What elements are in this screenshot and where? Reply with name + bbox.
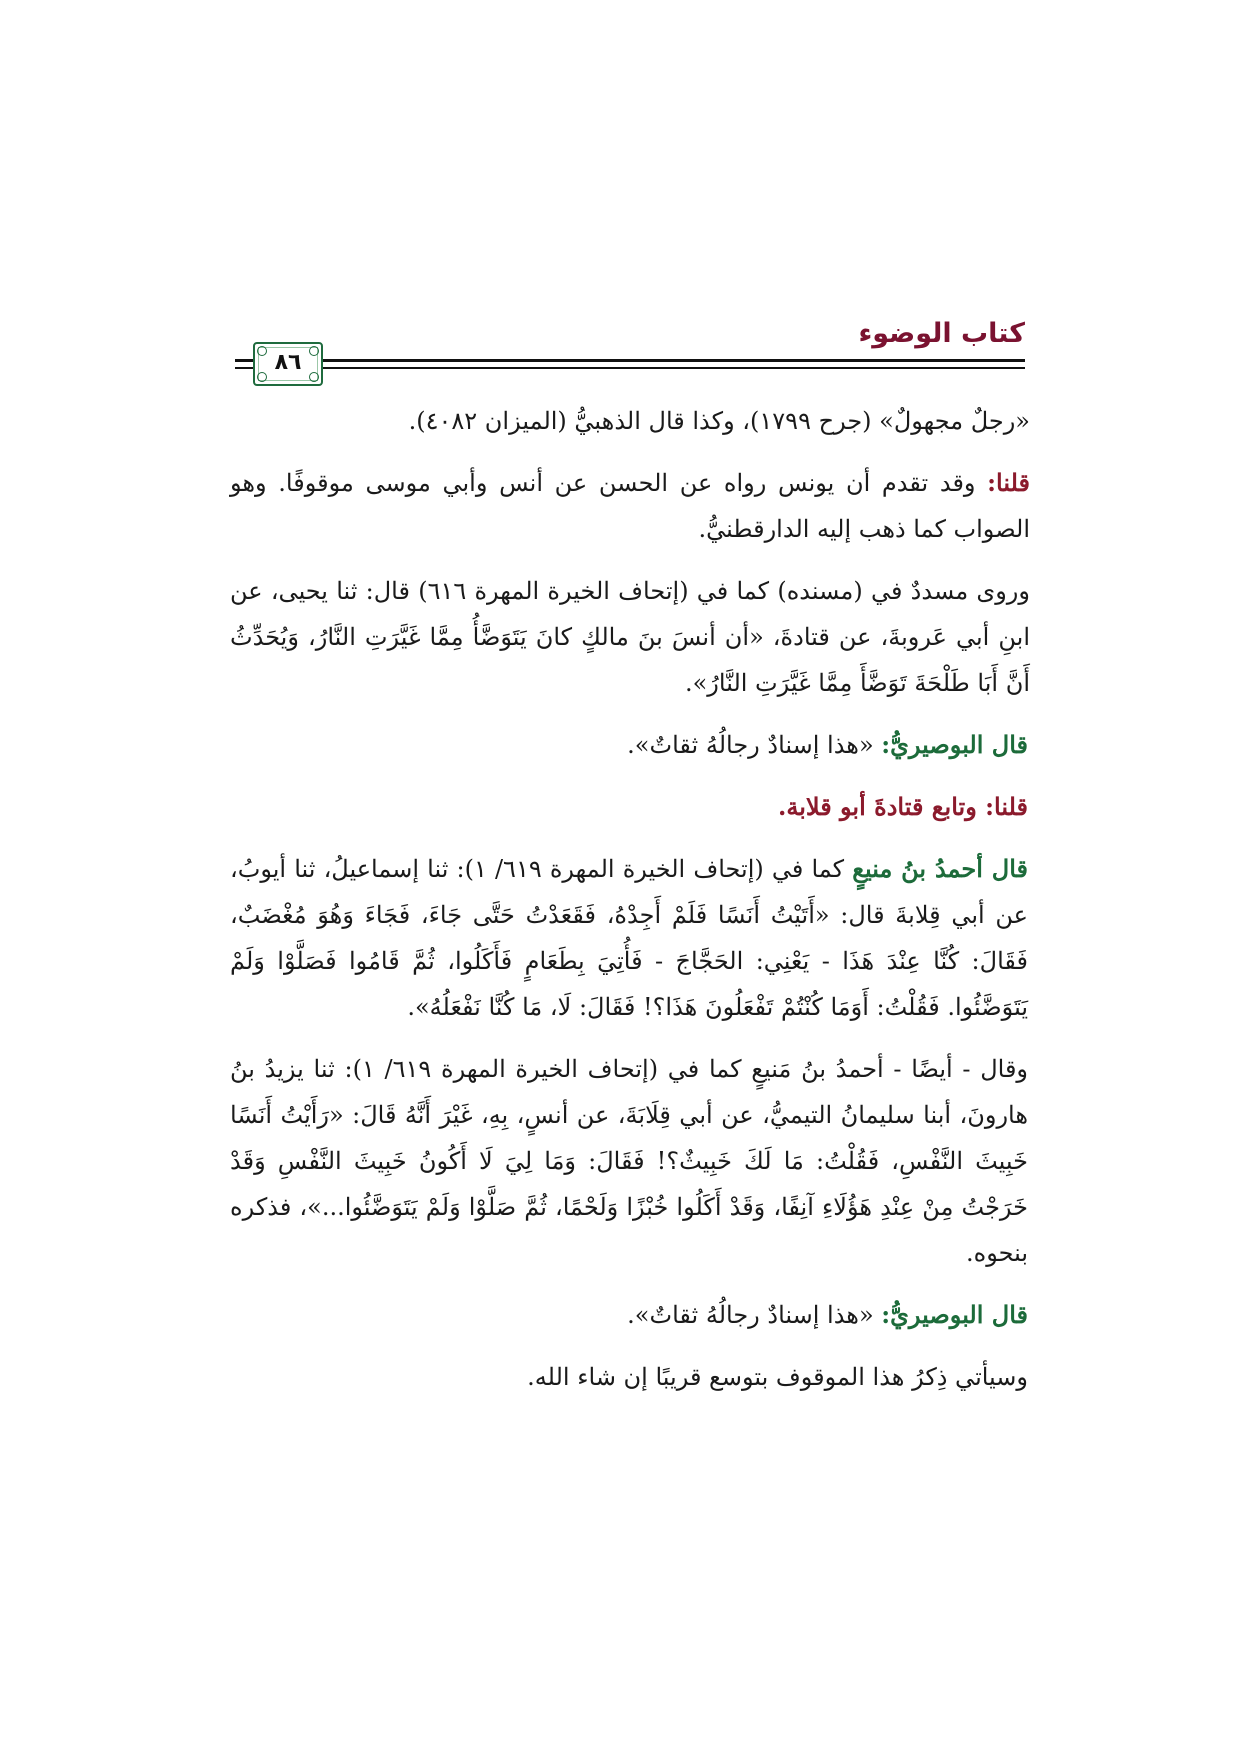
paragraph-9: وسيأتي ذِكرُ هذا الموقوف بتوسع قريبًا إن شاء الله. [527,1363,1028,1391]
book-title: كتاب الوضوء [858,318,1025,349]
label-qulna: قلنا: [987,468,1030,497]
paragraph-6-text: كما في (إتحاف الخيرة المهرة ٦١٩/ ١): ثنا إسماعيلُ، ثنا أيوبُ، عن أبي قِلابةَ قال: «أَتَيْتُ أَنَسًا فَلَمْ أَجِدْهُ، فَقَعَدْتُ حَتَّى جَاءَ، فَجَاءَ وَهُوَ مُغْضَبٌ، فَقَالَ: كُنَّا عِنْدَ هَذَا - يَعْنِي: الحَجَّاجَ - فَأُتِيَ بِطَعَامٍ فَأَكَلُوا، ثُمَّ قَامُوا فَصَلَّوْا وَلَمْ يَتَوَضَّئُوا. فَقُلْتُ: أَوَمَا كُنْتُمْ تَفْعَلُونَ هَذَا؟! فَقَالَ: لَا، مَا كُنَّا نَفْعَلُهُ». [230,855,1028,1021]
paragraph-7: وقال - أيضًا - أحمدُ بنُ مَنيعٍ كما في (إتحاف الخيرة المهرة ٦١٩/ ١): ثنا يزيدُ بنُ هارونَ، أبنا سليمانُ التيميُّ، عن أبي قِلَابَةَ، عن أنسٍ، بِهِ، غَيْرَ أَنَّهُ قَالَ: «رَأَيْتُ أَنَسًا خَبِيثَ النَّفْسِ، فَقُلْتُ: مَا لَكَ خَبِيثٌ؟! فَقَالَ: وَمَا لِيَ لَا أَكُونُ خَبِيثَ النَّفْسِ وَقَدْ خَرَجْتُ مِنْ عِنْدِ هَؤُلَاءِ آنِفًا، وَقَدْ أَكَلُوا خُبْزًا وَلَحْمًا، ثُمَّ صَلَّوْا وَلَمْ يَتَوَضَّئُوا...»، فذكره بنحوه. [230,1055,1029,1267]
body-text [230,398,1030,1400]
label-ahmad-ibn-mani: قال أحمدُ بنُ منيعٍ [852,854,1029,883]
paragraph-6 [230,846,1030,1030]
label-busiri: قال البوصيريُّ: [881,730,1028,759]
paragraph-3: وروى مسددٌ في (مسنده) كما في (إتحاف الخيرة المهرة ٦١٦) قال: ثنا يحيى، عن ابنِ أبي عَروبةَ، عن قتادةَ، «أن أنسَ بنَ مالكٍ كانَ يَتَوَضَّأُ مِمَّا غَيَّرَتِ النَّارُ، وَيُحَدِّثُ أَنَّ أَبَا طَلْحَةَ تَوَضَّأَ مِمَّا غَيَّرَتِ النَّارُ». [230,577,1030,697]
page-number: ٨٦ [274,350,302,375]
label-qulna: قلنا: [985,792,1028,821]
paragraph-8 [230,1292,1030,1338]
label-busiri: قال البوصيريُّ: [881,1300,1028,1329]
paragraph-8-text: «هذا إسنادٌ رجالُهُ ثقاتٌ». [627,1301,882,1329]
paragraph-5 [230,784,1030,830]
header-rule-bottom [235,367,1025,369]
paragraph-5-heading: وتابع قتادةَ أبو قلابة. [777,792,986,821]
header-rule-top [235,359,1025,362]
paragraph-2 [230,460,1030,552]
paragraph-2-text: وقد تقدم أن يونس رواه عن الحسن عن أنس وأبي موسى موقوفًا. وهو الصواب كما ذهب إليه الدارقطنيُّ. [230,469,1030,543]
page-header [235,312,1025,382]
page-number-badge [253,342,323,386]
paragraph-4-text: «هذا إسنادٌ رجالُهُ ثقاتٌ». [627,731,882,759]
paragraph-4 [230,722,1030,768]
paragraph-1: «رجلٌ مجهولٌ» (جرح ١٧٩٩)، وكذا قال الذهبيُّ (الميزان ٤٠٨٢). [408,407,1030,435]
